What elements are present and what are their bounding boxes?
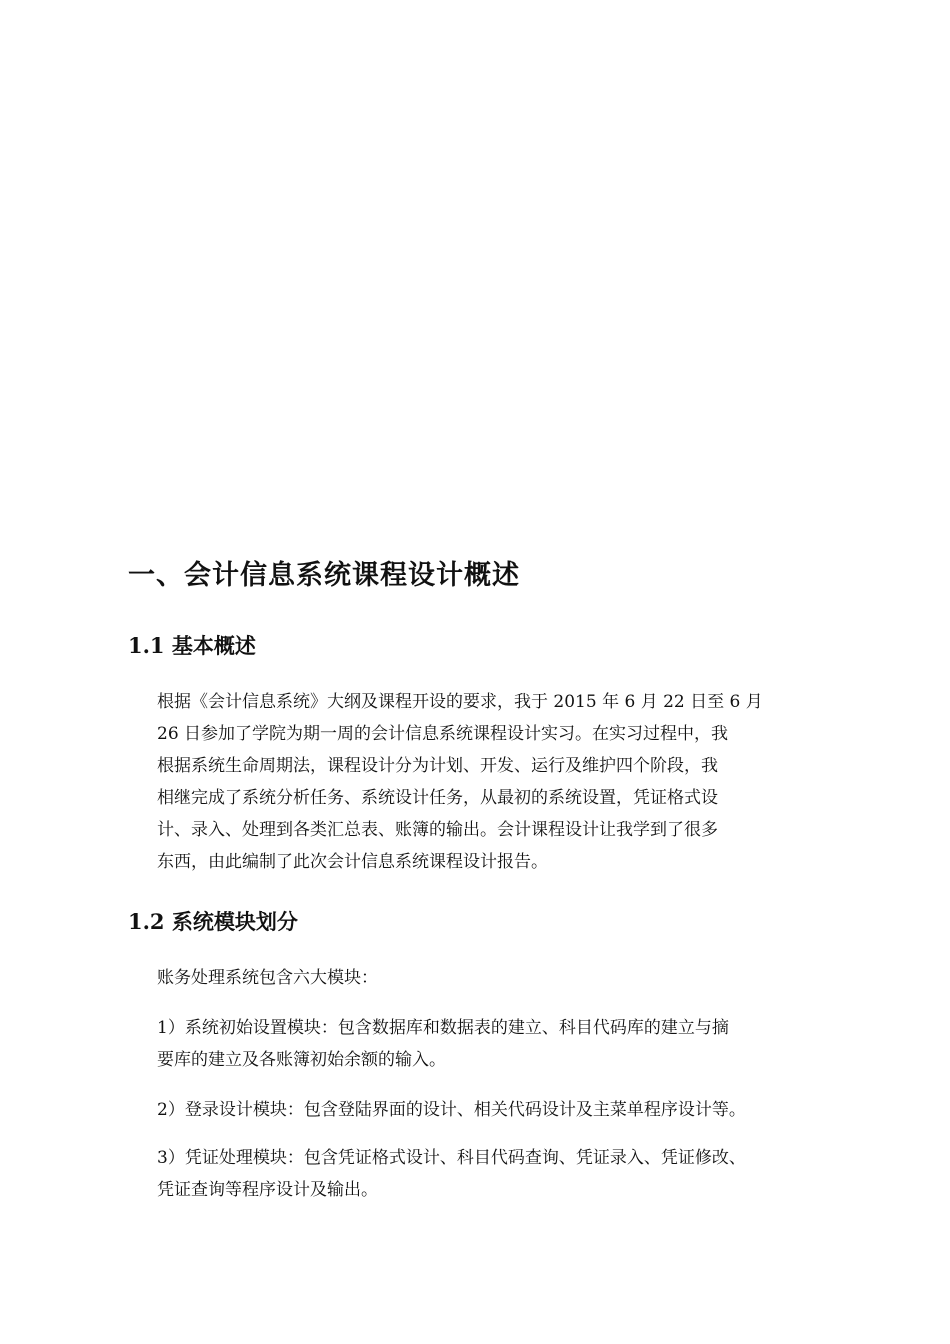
paragraph-line: 要库的建立及各账簿初始余额的输入。 (157, 1050, 446, 1070)
paragraph-line: 相继完成了系统分析任务、系统设计任务，从最初的系统设置，凭证格式设 (157, 788, 718, 808)
paragraph-line: 账务处理系统包含六大模块： (157, 968, 378, 988)
module-item-2 (157, 1094, 817, 1126)
section-title-module-division: 1.2 系统模块划分 (128, 909, 298, 934)
chapter-title: 一、会计信息系统课程设计概述 (128, 560, 520, 591)
paragraph-line: 凭证查询等程序设计及输出。 (157, 1180, 378, 1200)
paragraph-line: 2）登录设计模块：包含登陆界面的设计、相关代码设计及主菜单程序设计等。 (157, 1100, 746, 1120)
section-title-basic-overview: 1.1 基本概述 (128, 633, 256, 658)
overview-paragraph (157, 686, 817, 878)
paragraph-line: 根据《会计信息系统》大纲及课程开设的要求，我于 2015 年 6 月 22 日至 6 月 (157, 692, 763, 712)
paragraph-line: 3）凭证处理模块：包含凭证格式设计、科目代码查询、凭证录入、凭证修改、 (157, 1148, 746, 1168)
paragraph-line: 26 日参加了学院为期一周的会计信息系统课程设计实习。在实习过程中，我 (157, 724, 729, 744)
paragraph-line: 东西，由此编制了此次会计信息系统课程设计报告。 (157, 852, 548, 872)
module-item-1 (157, 1012, 817, 1076)
modules-intro-paragraph (157, 962, 817, 994)
paragraph-line: 根据系统生命周期法，课程设计分为计划、开发、运行及维护四个阶段，我 (157, 756, 718, 776)
module-item-3 (157, 1142, 817, 1206)
paragraph-line: 1）系统初始设置模块：包含数据库和数据表的建立、科目代码库的建立与摘 (157, 1018, 729, 1038)
paragraph-line: 计、录入、处理到各类汇总表、账簿的输出。会计课程设计让我学到了很多 (157, 820, 718, 840)
